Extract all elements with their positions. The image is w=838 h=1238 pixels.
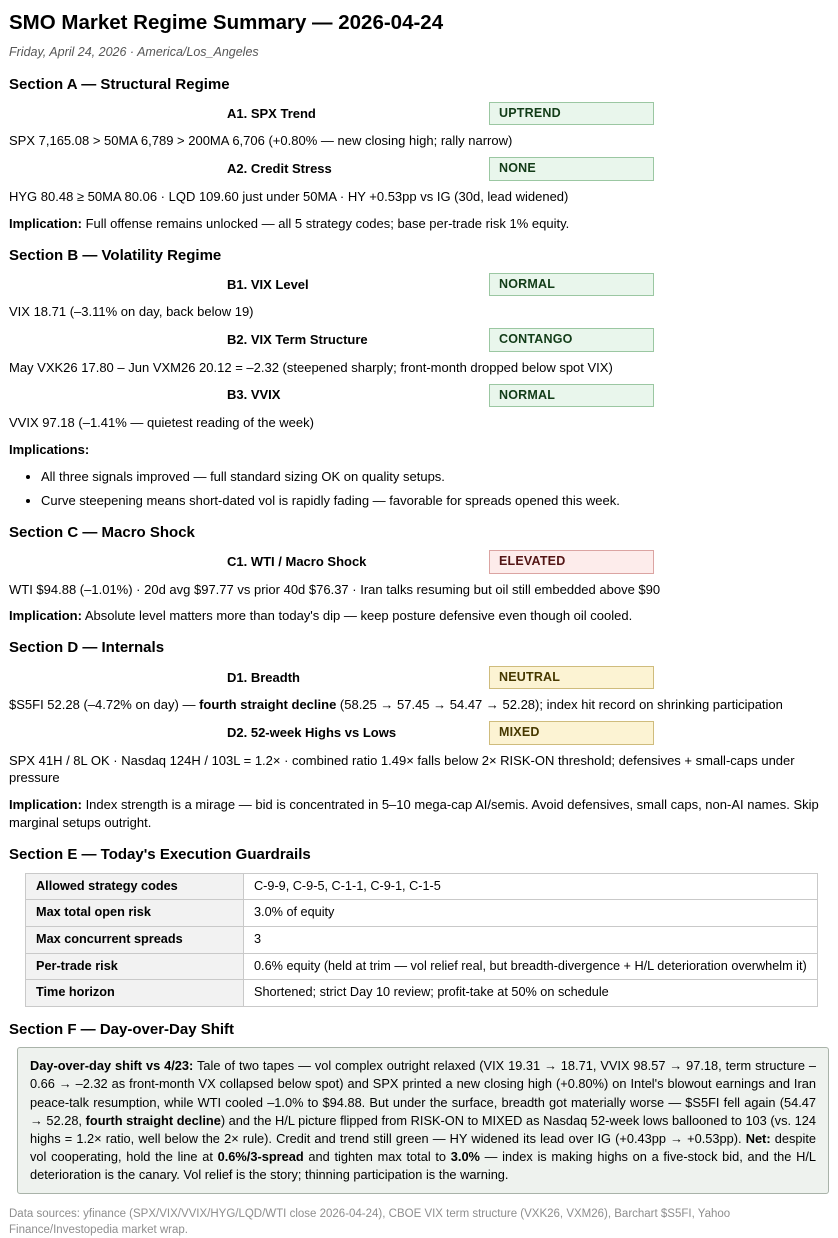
implication-text: Full offense remains unlocked — all 5 strategy codes; base per-trade risk 1% equity. xyxy=(81,215,570,231)
section-b xyxy=(9,246,829,510)
implication-label: Implication: xyxy=(9,608,82,624)
bullet-item: • Curve steepening means short-dated vol is rapidly fading — favorable for spreads opened this week. xyxy=(41,492,829,510)
data-sources-footnote: Data sources: yfinance (SPX/VIX/VVIX/HYG/LQD/WTI close 2026-04-24), CBOE VIX term structure (VXK26, VXM26), Barchart $S5FI, Yahoo Finance/Investopedia market wrap. xyxy=(9,1208,731,1236)
text-segment: fourth straight decline xyxy=(85,1112,221,1128)
status-badge-a2: NONE xyxy=(489,157,654,180)
implication-label: Implication: xyxy=(9,797,82,813)
status-badge-b2: CONTANGO xyxy=(489,328,654,351)
text-segment: despite vol cooperating, hold the line at xyxy=(30,1130,817,1165)
text-segment: $S5FI 52.28 (–4.72% on day) — xyxy=(9,697,200,713)
text-segment: and tighten max total to xyxy=(303,1149,451,1165)
bullet-item: • All three signals improved — full standard sizing OK on quality setups. xyxy=(41,468,829,486)
regime-row-d2 xyxy=(9,721,829,744)
section-a-title: Section A — Structural Regime xyxy=(9,75,230,93)
implication-text: Absolute level matters more than today's dip — keep posture defensive even though oil cooled. xyxy=(81,608,633,624)
regime-row-a2 xyxy=(9,157,829,180)
status-badge-d2: MIXED xyxy=(489,721,654,744)
table-row xyxy=(26,927,818,954)
section-a-implication xyxy=(9,215,829,233)
table-key: Per-trade risk xyxy=(26,953,244,980)
regime-row-a1 xyxy=(9,102,829,125)
regime-detail-b1: VIX 18.71 (–3.11% on day, back below 19) xyxy=(9,304,254,320)
regime-row-d1 xyxy=(9,666,829,689)
regime-label-c1: C1. WTI / Macro Shock xyxy=(227,553,367,569)
status-badge-b1: NORMAL xyxy=(489,273,654,296)
regime-label-a2: A2. Credit Stress xyxy=(227,161,332,177)
status-badge-d1: NEUTRAL xyxy=(489,666,654,689)
section-d xyxy=(9,638,829,832)
guardrails-table xyxy=(25,873,818,1007)
text-segment: 0.6%/3-spread xyxy=(217,1149,304,1165)
regime-detail-d2 xyxy=(9,752,829,788)
text-segment: ) and the H/L picture flipped from RISK-ON to MIXED as Nasdaq 52-week lows ballooned to 103 (vs. 124 highs = 1.2× ratio, well below the 2× rule). Credit and trend still green — HY widened its lead over IG (+0.43pp → +0.53pp). xyxy=(30,1112,816,1146)
regime-label-b1: B1. VIX Level xyxy=(227,276,309,292)
status-badge-b3: NORMAL xyxy=(489,384,654,407)
section-f-title: Section F — Day-over-Day Shift xyxy=(9,1020,235,1038)
text-segment: (58.25 → 57.45 → 54.47 → 52.28); index hit record on shrinking participation xyxy=(336,697,783,713)
status-badge-a1: UPTREND xyxy=(489,102,654,125)
table-value: C-9-9, C-9-5, C-1-1, C-9-1, C-1-5 xyxy=(244,873,818,900)
table-row xyxy=(26,980,818,1007)
regime-row-b2 xyxy=(9,328,829,351)
section-c-title: Section C — Macro Shock xyxy=(9,523,195,541)
regime-label-d2: D2. 52-week Highs vs Lows xyxy=(227,724,397,740)
regime-detail-b3: VVIX 97.18 (–1.41% — quietest reading of the week) xyxy=(9,414,314,430)
text-segment: 3.0% xyxy=(450,1149,480,1165)
regime-label-d1: D1. Breadth xyxy=(227,669,300,685)
page-subtitle: Friday, April 24, 2026 · America/Los_Angeles xyxy=(9,45,259,60)
table-value: Shortened; strict Day 10 review; profit-take at 50% on schedule xyxy=(244,980,818,1007)
section-b-title: Section B — Volatility Regime xyxy=(9,246,222,264)
text-segment: SPX 41H / 8L OK · Nasdaq 124H / 103L = 1.2× · combined ratio 1.49× falls below 2× RISK-ON threshold; defensives + small-caps under pressure xyxy=(9,752,795,786)
section-d-implication xyxy=(9,796,829,832)
table-row xyxy=(26,873,818,900)
day-over-day-note xyxy=(17,1047,829,1194)
implication-label: Implication: xyxy=(9,215,82,231)
table-value: 3.0% of equity xyxy=(244,900,818,927)
regime-row-b1 xyxy=(9,273,829,296)
text-segment: Day-over-day shift vs 4/23: xyxy=(30,1058,194,1074)
regime-label-b2: B2. VIX Term Structure xyxy=(227,332,368,348)
section-c xyxy=(9,523,829,626)
regime-detail-a1: SPX 7,165.08 > 50MA 6,789 > 200MA 6,706 (+0.80% — new closing high; rally narrow) xyxy=(9,133,513,149)
page-title: SMO Market Regime Summary — 2026-04-24 xyxy=(9,11,444,34)
implication-text: Index strength is a mirage — bid is concentrated in 5–10 mega-cap AI/semis. Avoid defensives, small caps, non-AI names. Skip marginal setups outright. xyxy=(9,797,819,831)
section-b-implications-heading xyxy=(9,441,829,459)
table-key: Allowed strategy codes xyxy=(26,873,244,900)
regime-detail-c1: WTI $94.88 (–1.01%) · 20d avg $97.77 vs prior 40d $76.37 · Iran talks resuming but oil still embedded above $90 xyxy=(9,581,661,597)
table-key: Max concurrent spreads xyxy=(26,927,244,954)
table-value: 3 xyxy=(244,927,818,954)
text-segment: fourth straight decline xyxy=(199,697,337,713)
section-c-implication xyxy=(9,607,829,625)
implications-label: Implications: xyxy=(9,441,90,457)
regime-row-b3 xyxy=(9,384,829,407)
section-b-bullet-list xyxy=(9,468,829,510)
section-a xyxy=(9,75,829,233)
status-badge-c1: ELEVATED xyxy=(489,550,654,573)
section-e-title: Section E — Today's Execution Guardrails xyxy=(9,846,311,864)
regime-label-b3: B3. VVIX xyxy=(227,387,281,403)
section-d-title: Section D — Internals xyxy=(9,639,165,657)
regime-detail-a2: HYG 80.48 ≥ 50MA 80.06 · LQD 109.60 just under 50MA · HY +0.53pp vs IG (30d, lead widened) xyxy=(9,188,569,204)
table-key: Time horizon xyxy=(26,980,244,1007)
regime-detail-b2: May VXK26 17.80 – Jun VXM26 20.12 = –2.32 (steepened sharply; front-month dropped below spot VIX) xyxy=(9,359,613,375)
section-e xyxy=(9,845,829,1006)
table-key: Max total open risk xyxy=(26,900,244,927)
table-row xyxy=(26,953,818,980)
text-segment: Net: xyxy=(745,1130,771,1146)
text-segment: — index is making highs on a five-stock bid, and the H/L deterioration is the canary. Vol relief is the story; thinning participation is the warning. xyxy=(30,1149,816,1183)
text-segment: Tale of two tapes — vol complex outright relaxed (VIX 19.31 → 18.71, VVIX 98.57 → 97.18, term structure –0.66 → –2.32 as front-month VX collapsed below spot) and SPX printed a new closing high (+0.80%) on Intel's blowout earnings and Iran peace-talk resumption, while WTI cooled –1.0% to $94.88. But under the surface, breadth got materially worse — $S5FI fell again (54.47 → 52.28, xyxy=(30,1058,816,1128)
table-row xyxy=(26,900,818,927)
regime-detail-d1 xyxy=(9,696,829,714)
section-f xyxy=(9,1020,829,1195)
regime-label-a1: A1. SPX Trend xyxy=(227,105,316,121)
table-value: 0.6% equity (held at trim — vol relief real, but breadth-divergence + H/L deterioration overwhelm it) xyxy=(244,953,818,980)
regime-row-c1 xyxy=(9,550,829,573)
